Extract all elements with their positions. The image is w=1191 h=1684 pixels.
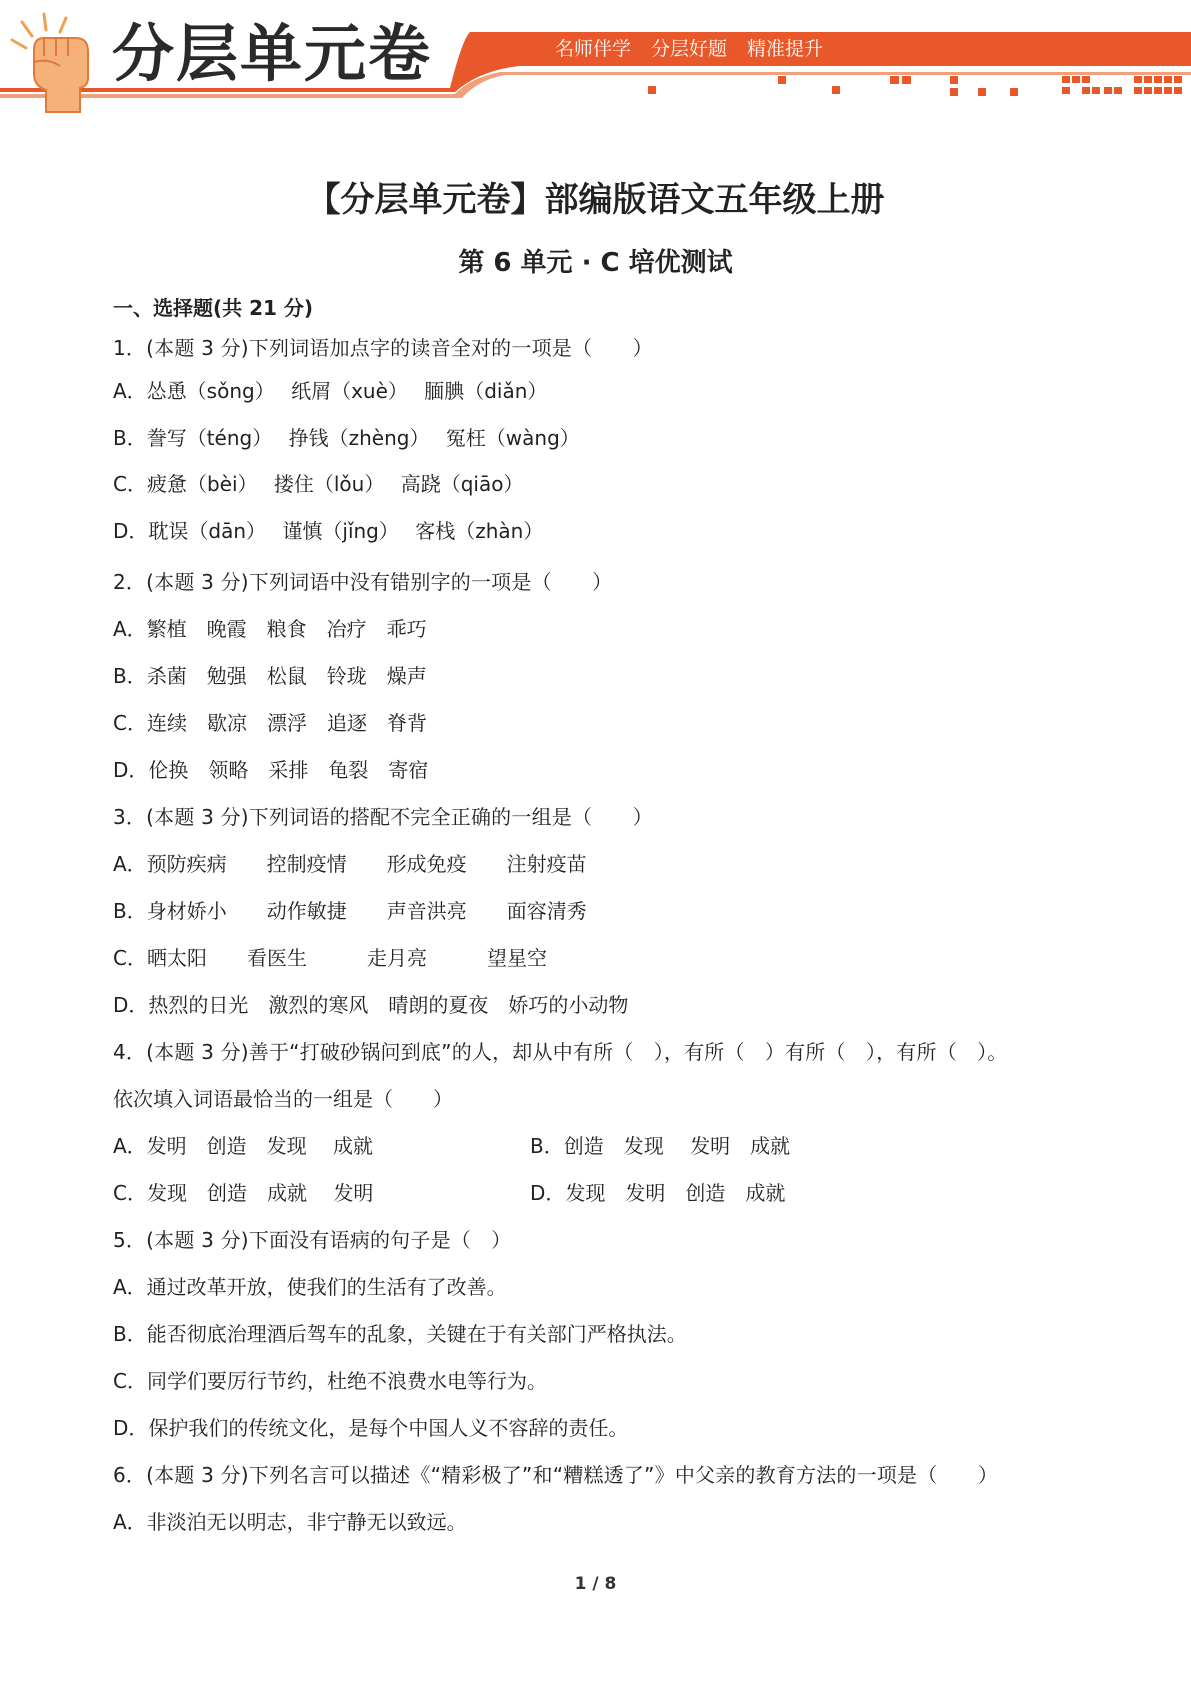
question-3-stem: 3．(本题 3 分)下列词语的搭配不完全正确的一组是（ ） <box>113 805 653 829</box>
question-2-stem: 2．(本题 3 分)下列词语中没有错别字的一项是（ ） <box>113 570 613 594</box>
question-5-option-d: D．保护我们的传统文化，是每个中国人义不容辞的责任。 <box>113 1416 629 1440</box>
question-2-option-b: B．杀菌 勉强 松鼠 铃珑 燥声 <box>113 664 427 688</box>
question-3-option-d: D．热烈的日光 激烈的寒风 晴朗的夏夜 娇巧的小动物 <box>113 993 629 1017</box>
question-5-option-c: C．同学们要厉行节约，杜绝不浪费水电等行为。 <box>113 1369 547 1393</box>
raised-fist-icon <box>0 0 110 120</box>
question-3-option-a: A．预防疾病 控制疫情 形成免疫 注射疫苗 <box>113 852 587 876</box>
question-4-stem-continued: 依次填入词语最恰当的一组是（ ） <box>113 1087 453 1111</box>
question-1-stem: 1．(本题 3 分)下列词语加点字的读音全对的一项是（ ） <box>113 336 653 360</box>
question-4-option-d: D．发现 发明 创造 成就 <box>530 1181 786 1205</box>
question-3-option-c: C．晒太阳 看医生 走月亮 望星空 <box>113 946 547 970</box>
question-3-option-b: B．身材娇小 动作敏捷 声音洪亮 面容清秀 <box>113 899 587 923</box>
slogan-item: 名师伴学 <box>555 38 632 60</box>
question-4-option-b: B．创造 发现 发明 成就 <box>530 1134 791 1158</box>
page-number: 1 / 8 <box>574 1574 617 1594</box>
question-4-option-c: C．发现 创造 成就 发明 <box>113 1181 374 1205</box>
document-title: 【分层单元卷】部编版语文五年级上册 <box>306 180 885 220</box>
question-4-option-a: A．发明 创造 发现 成就 <box>113 1134 374 1158</box>
document-subtitle: 第 6 单元 · C 培优测试 <box>458 248 733 278</box>
question-2-option-a: A．繁植 晚霞 粮食 冶疗 乖巧 <box>113 617 427 641</box>
question-2-option-d: D．伦换 领略 采排 龟裂 寄宿 <box>113 758 429 782</box>
question-1-option-a: A．怂恿（sǒng） 纸屑（xuè） 腼腆（diǎn） <box>113 379 548 403</box>
section-heading: 一、选择题(共 21 分) <box>113 296 314 320</box>
question-1-option-d: D．耽误（dān） 谨慎（jǐng） 客栈（zhàn） <box>113 519 544 543</box>
slogan-item: 精准提升 <box>747 38 824 60</box>
page-header <box>0 0 1191 120</box>
question-5-option-b: B．能否彻底治理酒后驾车的乱象，关键在于有关部门严格执法。 <box>113 1322 687 1346</box>
question-5-option-a: A．通过改革开放，使我们的生活有了改善。 <box>113 1275 507 1299</box>
question-1-option-c: C．疲惫（bèi） 搂住（lǒu） 高跷（qiāo） <box>113 472 524 496</box>
question-6-stem: 6．(本题 3 分)下列名言可以描述《“精彩极了”和“糟糕透了”》中父亲的教育方法的一项是（ ） <box>113 1463 999 1487</box>
question-5-stem: 5．(本题 3 分)下面没有语病的句子是（ ） <box>113 1228 512 1252</box>
question-1-option-b: B．誊写（téng） 挣钱（zhèng） 冤枉（wàng） <box>113 426 580 450</box>
question-2-option-c: C．连续 歇凉 漂浮 追逐 脊背 <box>113 711 427 735</box>
question-4-stem: 4．(本题 3 分)善于“打破砂锅问到底”的人，却从中有所（ ），有所（ ）有所（ ），有所（ ）。 <box>113 1040 1008 1064</box>
question-6-option-a: A．非淡泊无以明志，非宁静无以致远。 <box>113 1510 467 1534</box>
slogan-item: 分层好题 <box>651 38 728 60</box>
brand-title: 分层单元卷 <box>112 17 433 90</box>
slogan-bar <box>555 34 823 64</box>
